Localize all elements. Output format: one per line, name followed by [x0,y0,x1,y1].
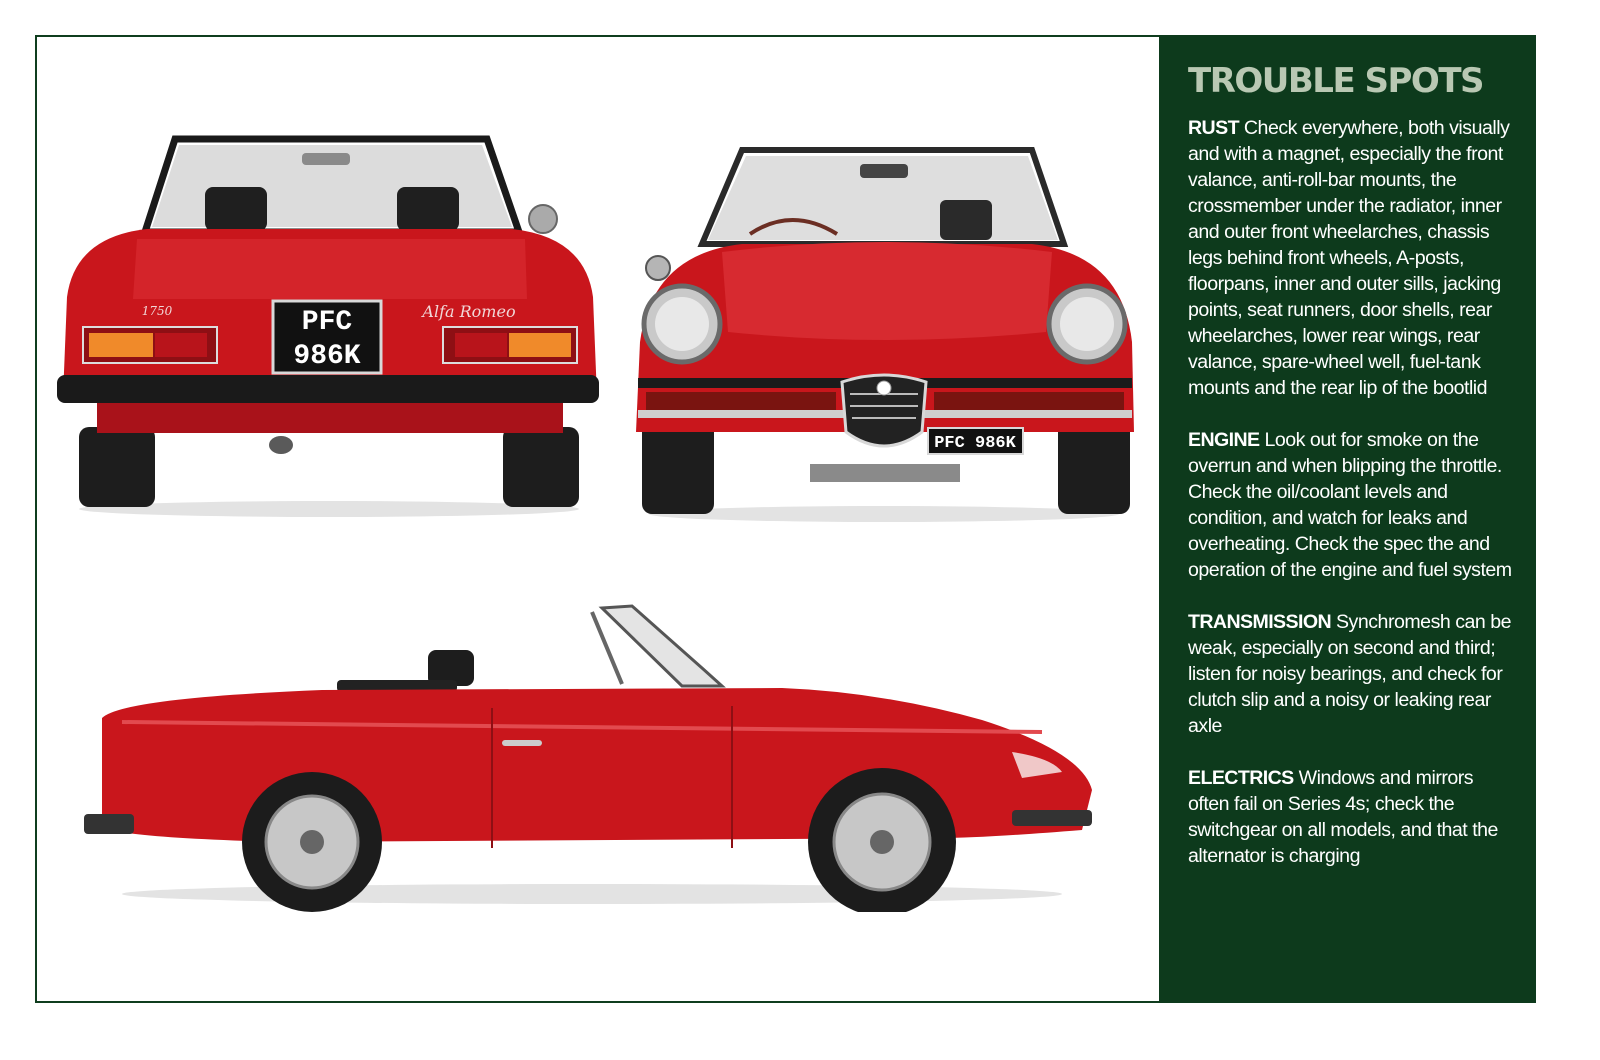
plate-line-2: 986K [293,341,361,372]
trouble-spots-panel [1159,35,1536,1003]
section-text: Check everywhere, both visually and with a magnet, especially the front valance, anti-roll-bar mounts, the crossmember under the radiator, inner and outer front wheelarches, chassis legs behind front wheels, A-posts, floorpans, inner and outer sills, jacking points, seat runners, door shells, rear wheelarches, lower rear wings, rear valance, spare-wheel well, fuel-tank mounts and the rear lip of the bootlid [1188,117,1510,399]
panel-title: TROUBLE SPOTS [1188,61,1484,101]
section-engine [1188,427,1514,583]
rear-view-photo [57,127,602,517]
badge-brand: Alfa Romeo [422,302,516,321]
section-text: Synchromesh can be weak, especially on second and third; listen for noisy bearings, and check for clutch slip and a noisy or leaking rear axle [1188,611,1512,737]
side-view-photo [82,602,1102,912]
section-text: Look out for smoke on the overrun and when blipping the throttle. Check the oil/coolant levels and condition, and watch for leaks and overheating. Check the spec the and operation of the engine and fuel system [1188,429,1512,581]
plate-line-1: PFC [301,307,353,338]
photo-area [37,37,1159,1001]
section-heading: ENGINE [1188,429,1260,451]
section-rust [1188,115,1514,401]
section-text: Windows and mirrors often fail on Series 4s; check the switchgear on all models, and that the alternator is charging [1188,767,1498,867]
front-plate: PFC 986K [934,434,1016,453]
section-heading: RUST [1188,117,1239,139]
section-heading: ELECTRICS [1188,767,1294,789]
section-heading: TRANSMISSION [1188,611,1332,633]
section-transmission [1188,609,1514,739]
page-frame [35,35,1536,1003]
front-view-photo [632,142,1137,522]
section-electrics [1188,765,1514,869]
badge-model: 1750 [141,304,173,318]
